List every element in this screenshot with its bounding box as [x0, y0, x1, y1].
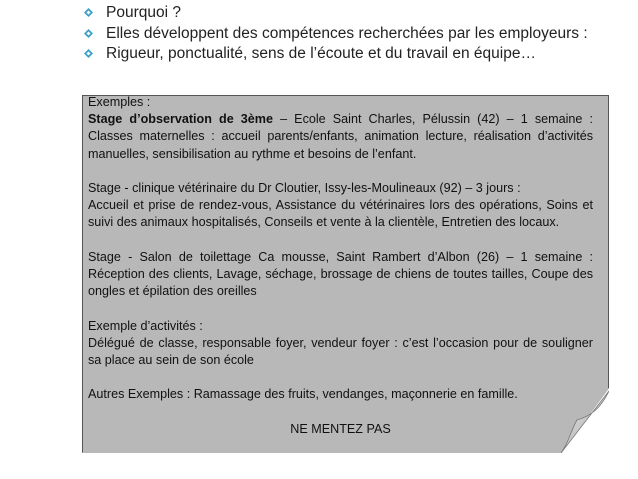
bullet-list	[78, 4, 618, 66]
bullet-item	[78, 45, 618, 63]
bullet-item	[78, 25, 618, 43]
bullet-text: Pourquoi ?	[106, 4, 181, 21]
stage1-title: Stage d’observation de 3ème	[88, 112, 274, 127]
activities-body: Délégué de classe, responsable foyer, vendeur foyer : c’est l’occasion pour de souligner sa place au sein de son école	[88, 335, 593, 367]
other-examples: Autres Exemples : Ramassage des fruits, vendanges, maçonnerie en famille.	[88, 387, 518, 402]
stage2-title: Stage - clinique vétérinaire du Dr Cloutier, Issy-les-Moulineaux (92) – 3 jours :	[88, 181, 521, 195]
activities-heading: Exemple d’activités :	[88, 318, 203, 333]
examples-heading: Exemples :	[88, 95, 151, 109]
bullet-diamond-icon	[84, 29, 93, 38]
bullet-text: Elles développent des compétences recherchées par les employeurs :	[106, 24, 588, 42]
footer-warning: NE MENTEZ PAS	[290, 421, 391, 436]
bullet-item	[78, 4, 618, 22]
stage1-body: – Ecole Saint Charles, Pélussin (42) – 1 semaine : Classes maternelles : accueil parents/enfants, animation lecture, réalisation d’activités manuelles, sensibilisation au rythme et besoins de l’enfant.	[88, 112, 593, 161]
bullet-diamond-icon	[84, 8, 93, 17]
note-content	[88, 94, 593, 438]
bullet-text: Rigueur, ponctualité, sens de l’écoute et du travail en équipe…	[106, 45, 536, 62]
stage3-paragraph: Stage - Salon de toilettage Ca mousse, Saint Rambert d’Albon (26) – 1 semaine : Réception des clients, Lavage, séchage, brossage de chiens de toutes tailles, Coupe des ongles et épilation des oreilles	[88, 249, 593, 299]
stage1-paragraph	[88, 111, 593, 163]
stage2-body: Accueil et prise de rendez-vous, Assistance du vétérinaires lors des opérations, Soins et suivi des animaux hospitalisés, Conseils et vente à la clientèle, Entretien des locaux.	[88, 198, 593, 230]
bullet-diamond-icon	[84, 49, 93, 58]
